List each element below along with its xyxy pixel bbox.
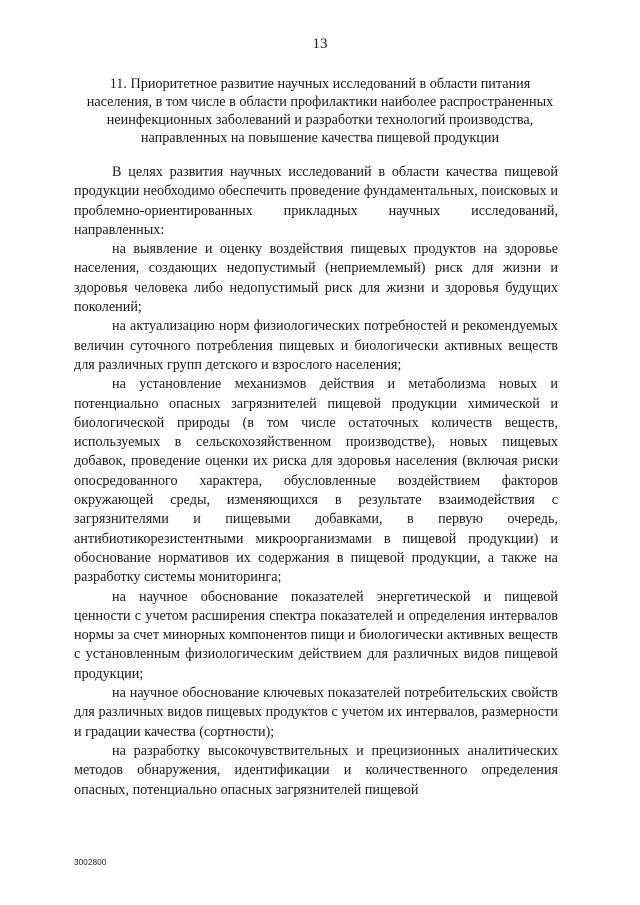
- page-number: 13: [312, 36, 328, 52]
- paragraph-item: на установление механизмов действия и метаболизма новых и потенциально опасных загрязнителей пищевой продукции химической и биологической природы (в том числе остаточных количеств веществ, используемых в сельскохозяйственном производстве), новых пищевых добавок, проведение оценки их риска для здоровья населения (включая риски опосредованного характера, обусловленные воздействием факторов окружающей среды, изменяющихся в результате взаимодействия с загрязнителями и пищевыми добавками, в первую очередь, антибиотикорезистентными микроорганизмами в пищевой продукции) и обоснование нормативов их содержания в пищевой продукции, а также на разработку системы мониторинга;: [74, 376, 558, 586]
- paragraph-item: на научное обоснование показателей энергетической и пищевой ценности с учетом расширения спектра показателей и определения интервалов нормы за счет минорных компонентов пищи и биологически активных веществ с установленным физиологическим действием для различных видов пищевой продукции;: [74, 588, 558, 682]
- footer-code: 3002800: [74, 858, 107, 867]
- paragraph-intro: В целях развития научных исследований в области качества пищевой продукции необходимо обеспечить проведение фундаментальных, поисковых и проблемно-ориентированных прикладных научных исследований, направленных:: [74, 164, 558, 238]
- paragraph-item: на научное обоснование ключевых показателей потребительских свойств для различных видов пищевых продуктов с учетом их интервалов, размерности и градации качества (сортности);: [74, 685, 558, 740]
- body-text: [74, 163, 558, 800]
- paragraph-item: на выявление и оценку воздействия пищевых продуктов на здоровье населения, создающих недопустимый (неприемлемый) риск для жизни и здоровья человека либо недопустимый риск для жизни и здоровья будущих поколений;: [74, 241, 558, 316]
- paragraph-item: на актуализацию норм физиологических потребностей и рекомендуемых величин суточного потребления пищевых и биологически активных веществ для различных групп детского и взрослого населения;: [74, 318, 558, 373]
- paragraph-item: на разработку высокочувствительных и прецизионных аналитических методов обнаружения, идентификации и количественного определения опасных, потенциально опасных загрязнителей пищевой: [74, 742, 558, 798]
- section-heading: 11. Приоритетное развитие научных исследований в области питания населения, в том числе в области профилактики наиболее распространенных неинфекционных заболеваний и разработки технологий производства, направленных на повышение качества пищевой продукции: [86, 76, 554, 146]
